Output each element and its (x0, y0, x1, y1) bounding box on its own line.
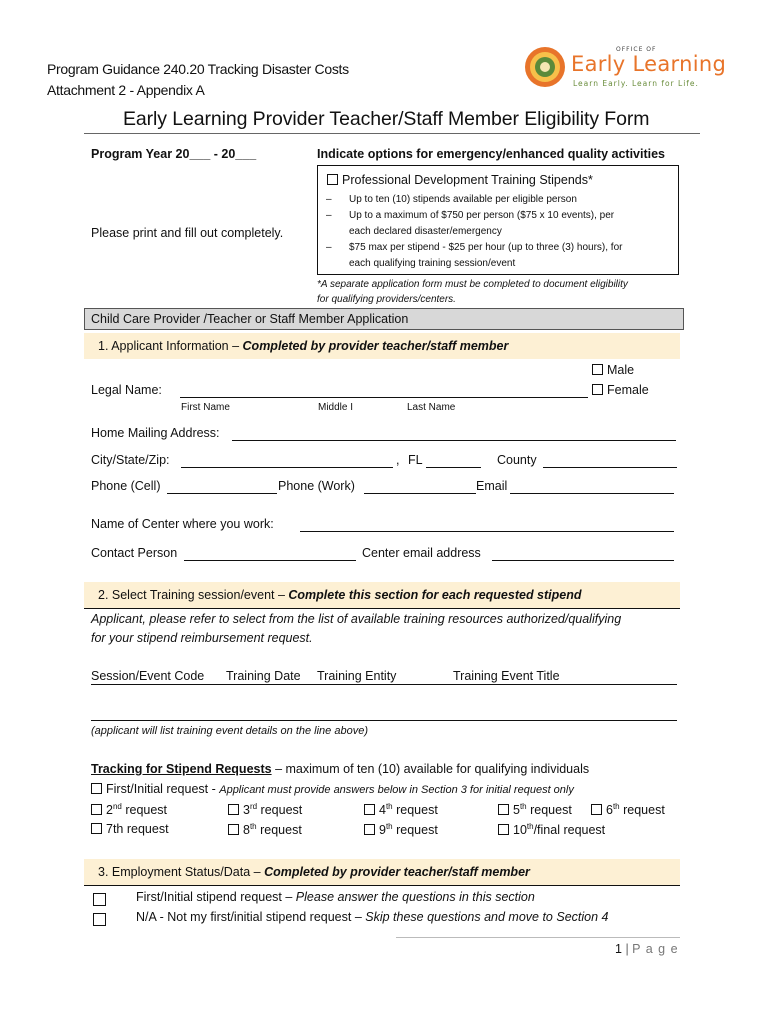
title-divider (84, 133, 700, 134)
comma: , (396, 453, 400, 467)
contact-field[interactable] (184, 560, 356, 561)
options-box (317, 165, 679, 275)
detail-note: (applicant will list training event details on the line above) (91, 725, 368, 737)
request-3-option[interactable]: 3rd request (228, 802, 302, 817)
bullet-3: $75 max per stipend - $25 per hour (up to three (3) hours), for (349, 242, 623, 253)
section2-instruction-2: for your stipend reimbursement request. (91, 631, 313, 645)
checkbox-icon[interactable] (327, 174, 338, 185)
request-4-option[interactable]: 4th request (364, 802, 438, 817)
mailing-label: Home Mailing Address: (91, 426, 220, 440)
print-note: Please print and fill out completely. (91, 226, 284, 240)
footnote-line1: *A separate application form must be completed to document eligibility (317, 279, 628, 290)
col-session-code: Session/Event Code (91, 669, 205, 683)
section1-header (84, 333, 680, 359)
program-year: Program Year 20___ - 20___ (91, 147, 257, 161)
footnote-line2: for qualifying providers/centers. (317, 294, 456, 305)
checkbox-icon[interactable] (93, 913, 106, 926)
email-field[interactable] (510, 493, 674, 494)
section3-title: 3. Employment Status/Data – Completed by provider teacher/staff member (98, 865, 530, 879)
fl-label: FL (408, 453, 423, 467)
application-bar-label: Child Care Provider /Teacher or Staff Member Application (91, 312, 409, 326)
checkbox-icon[interactable] (364, 804, 375, 815)
section3-divider (84, 885, 680, 886)
checkbox-icon[interactable] (592, 384, 603, 395)
checkbox-icon[interactable] (592, 364, 603, 375)
mailing-field[interactable] (232, 440, 676, 441)
phone-work-field[interactable] (364, 493, 476, 494)
tracking-line: Tracking for Stipend Requests – maximum of ten (10) available for qualifying individuals (91, 762, 590, 776)
col-training-date: Training Date (226, 669, 301, 683)
section3-header (84, 859, 680, 885)
request-10-option[interactable]: 10th/final request (498, 822, 605, 837)
checkbox-icon[interactable] (591, 804, 602, 815)
center-name-label: Name of Center where you work: (91, 517, 274, 531)
legal-name-field[interactable] (180, 397, 588, 398)
guidance-header-line2: Attachment 2 - Appendix A (47, 82, 205, 98)
first-stipend-label: First/Initial stipend request – Please answer the questions in this section (136, 890, 535, 904)
event-details-field[interactable] (91, 720, 677, 721)
columns-underline (91, 684, 677, 685)
options-heading: Indicate options for emergency/enhanced quality activities (317, 147, 666, 161)
checkbox-icon[interactable] (228, 804, 239, 815)
bullet-3-cont: each qualifying training session/event (349, 258, 516, 269)
last-name-caption: Last Name (407, 402, 456, 413)
county-label: County (497, 453, 537, 467)
contact-label: Contact Person (91, 546, 178, 560)
email-label: Email (476, 479, 508, 493)
phone-cell-label: Phone (Cell) (91, 479, 161, 493)
center-email-label: Center email address (362, 546, 481, 560)
logo-name: Early Learning (571, 52, 727, 76)
section2-instruction-1: Applicant, please refer to select from the list of available training resources authorized/qualifying (91, 612, 622, 626)
county-field[interactable] (543, 467, 677, 468)
pd-stipend-option[interactable] (327, 173, 593, 187)
page-footer: 1 | P a g e (615, 942, 679, 956)
logo-office-of: OFFICE OF (616, 46, 657, 53)
florida-seal-icon (524, 46, 566, 88)
request-9-option[interactable]: 9th request (364, 822, 438, 837)
section2-divider (84, 608, 680, 609)
bullet-1: Up to ten (10) stipends available per eligible person (349, 194, 577, 205)
bullet-dash: – (326, 242, 332, 253)
checkbox-icon[interactable] (498, 824, 509, 835)
section1-title: 1. Applicant Information – Completed by provider teacher/staff member (98, 339, 509, 353)
legal-name-label: Legal Name: (91, 383, 162, 397)
center-email-field[interactable] (492, 560, 674, 561)
bullet-dash: – (326, 210, 332, 221)
first-request-option[interactable]: First/Initial request - Applicant must provide answers below in Section 3 for initial request only (91, 782, 574, 796)
request-5-option[interactable]: 5th request (498, 802, 572, 817)
logo-tagline: Learn Early. Learn for Life. (573, 79, 699, 88)
page-title: Early Learning Provider Teacher/Staff Member Eligibility Form (123, 108, 650, 130)
checkbox-icon[interactable] (93, 893, 106, 906)
footer-divider (396, 937, 680, 938)
phone-work-label: Phone (Work) (278, 479, 355, 493)
checkbox-icon[interactable] (498, 804, 509, 815)
bullet-2-cont: each declared disaster/emergency (349, 226, 502, 237)
city-field[interactable] (181, 467, 393, 468)
pd-stipend-label: Professional Development Training Stipends* (342, 173, 593, 187)
section2-header (84, 582, 680, 608)
section2-title: 2. Select Training session/event – Complete this section for each requested stipend (98, 588, 582, 602)
application-bar (84, 308, 684, 330)
first-stipend-checkbox[interactable] (93, 893, 106, 911)
guidance-header-line1: Program Guidance 240.20 Tracking Disaster Costs (47, 61, 349, 77)
city-label: City/State/Zip: (91, 453, 170, 467)
request-6-option[interactable]: 6th request (591, 802, 665, 817)
checkbox-icon[interactable] (91, 804, 102, 815)
female-option[interactable]: Female (592, 383, 649, 397)
checkbox-icon[interactable] (228, 824, 239, 835)
middle-initial-caption: Middle I (318, 402, 354, 413)
request-8-option[interactable]: 8th request (228, 822, 302, 837)
phone-cell-field[interactable] (167, 493, 277, 494)
center-name-field[interactable] (300, 531, 674, 532)
first-name-caption: First Name (181, 402, 230, 413)
checkbox-icon[interactable] (91, 823, 102, 834)
checkbox-icon[interactable] (364, 824, 375, 835)
bullet-2: Up to a maximum of $750 per person ($75 x 10 events), per (349, 210, 615, 221)
checkbox-icon[interactable] (91, 783, 102, 794)
na-stipend-checkbox[interactable] (93, 913, 106, 931)
col-event-title: Training Event Title (453, 669, 560, 683)
zip-field[interactable] (426, 467, 481, 468)
col-training-entity: Training Entity (317, 669, 397, 683)
bullet-dash: – (326, 194, 332, 205)
request-7-option[interactable]: 7th request (91, 822, 169, 836)
male-option[interactable]: Male (592, 363, 634, 377)
na-stipend-label: N/A - Not my first/initial stipend request – Skip these questions and move to Section 4 (136, 910, 609, 924)
request-2-option[interactable]: 2nd request (91, 802, 167, 817)
